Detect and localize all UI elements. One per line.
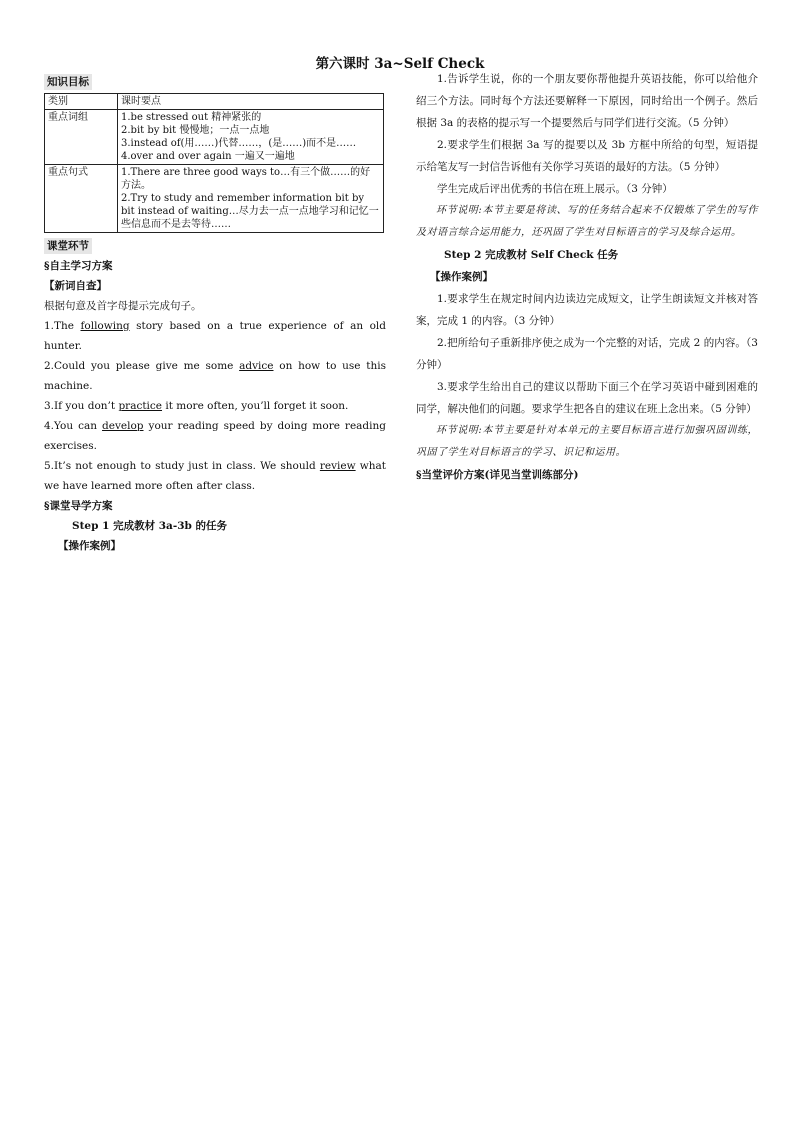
point-item: 1.There are three good ways to…有三个做……的好方法。 — [121, 167, 371, 191]
task-paragraph: 3.要求学生给出自己的建议以帮助下面三个在学习英语中碰到困难的同学，解决他们的问题。要求学生把各自的建议在班上念出来。（5 分钟） — [416, 381, 758, 415]
task-paragraph: 1.要求学生在规定时间内边读边完成短文，让学生朗读短文并核对答案，完成 1 的内容。（3 分钟） — [416, 293, 758, 327]
answer-word: advice — [239, 360, 274, 372]
table-row — [45, 110, 384, 165]
point-item: 4.over and over again 一遍又一遍地 — [121, 151, 295, 162]
case2-heading: 【操作案例】 — [430, 271, 493, 283]
task-paragraph: 2.要求学生们根据 3a 写的提要以及 3b 方框中所给的句型，短语提示给笔友写一封信告诉他有关你学习英语的最好的方法。（5 分钟） — [416, 139, 758, 173]
table-row — [45, 165, 384, 233]
table-cell-points — [118, 110, 384, 165]
knowledge-heading: 知识目标 — [44, 72, 386, 92]
case1-heading: 【操作案例】 — [58, 540, 121, 552]
answer-word: review — [319, 460, 356, 472]
table-cell-points — [118, 165, 384, 233]
table-header-points: 课时要点 — [118, 94, 384, 110]
table-header-row — [45, 94, 384, 110]
page-title: 第六课时 3a~Self Check — [315, 56, 485, 72]
table-header-category: 类别 — [45, 94, 118, 110]
exercise-sentence: 5.It’s not enough to study just in class. We should review what we have learned more often after class. — [44, 460, 386, 492]
evaluation-heading: §当堂评价方案(详见当堂训练部分) — [416, 469, 579, 481]
new-words-heading: 【新词自查】 — [44, 280, 107, 292]
section-note: 环节说明:本节主要是将读、写的任务结合起来不仅锻炼了学生的写作及对语言综合运用能力，还巩固了学生对目标语言的学习及综合运用。 — [416, 205, 758, 238]
exercise-sentence: 1.The following story based on a true experience of an old hunter. — [44, 320, 386, 352]
exercise-instruction: 根据句意及首字母提示完成句子。 — [44, 300, 202, 312]
exercise-sentence: 2.Could you please give me some advice on how to use this machine. — [44, 360, 386, 392]
knowledge-table — [44, 93, 384, 233]
table-cell-category: 重点词组 — [45, 110, 118, 165]
task-paragraph: 学生完成后评出优秀的书信在班上展示。（3 分钟） — [437, 183, 673, 195]
step2-heading: Step 2 完成教材 Self Check 任务 — [444, 249, 619, 261]
section-note: 环节说明:本节主要是针对本单元的主要目标语言进行加强巩固训练，巩固了学生对目标语言的学习、识记和运用。 — [416, 425, 758, 458]
task-paragraph: 2.把所给句子重新排序使之成为一个完整的对话，完成 2 的内容。（3 分钟） — [416, 337, 758, 371]
answer-word: following — [80, 320, 130, 332]
point-item: 1.be stressed out 精神紧张的 — [121, 112, 262, 123]
self-study-heading: §自主学习方案 — [44, 260, 113, 272]
point-item: 2.bit by bit 慢慢地；一点一点地 — [121, 125, 270, 136]
point-item: 3.instead of(用……)代替……，(是……)而不是…… — [121, 138, 357, 149]
exercise-sentence: 4.You can develop your reading speed by doing more reading exercises. — [44, 420, 386, 452]
task-paragraph: 1.告诉学生说，你的一个朋友要你帮他提升英语技能，你可以给他介绍三个方法。同时每个方法还要解释一下原因，同时给出一个例子。然后根据 3a 的表格的提示写一个提要然后与同学们进行交流。（5 分钟） — [416, 73, 758, 129]
exercise-sentence: 3.If you don’t practice it more often, you’ll forget it soon. — [44, 400, 349, 412]
guide-heading: §课堂导学方案 — [44, 500, 113, 512]
table-cell-category: 重点句式 — [45, 165, 118, 233]
answer-word: practice — [118, 400, 163, 412]
answer-word: develop — [102, 420, 144, 432]
point-item: 2.Try to study and remember information bit by bit instead of waiting…尽力去一点一点地学习和记忆一些信息而不是去等待…… — [121, 193, 379, 230]
left-column — [44, 72, 386, 556]
classroom-heading: 课堂环节 — [44, 236, 386, 256]
step1-heading: Step 1 完成教材 3a-3b 的任务 — [72, 520, 227, 532]
right-column — [416, 68, 758, 486]
